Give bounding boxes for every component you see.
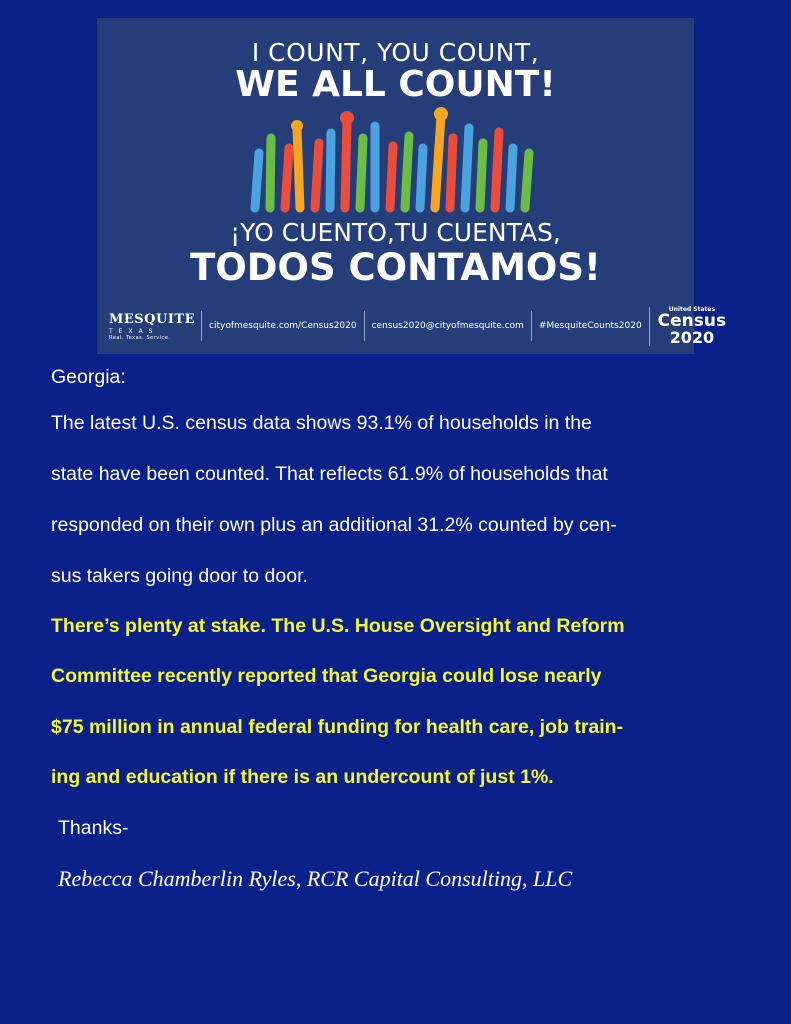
census-logo-word: Census	[657, 310, 727, 331]
thanks-text: Thanks-	[58, 817, 129, 839]
signature: Rebecca Chamberlin Ryles, RCR Capital Consulting, LLC	[58, 866, 573, 891]
census-banner-image	[97, 18, 727, 354]
logo-state: TEXAS	[109, 327, 159, 335]
raised-hands-icon	[245, 108, 545, 208]
highlight-line-4: ing and education if there is an undercount of just 1%.	[51, 766, 554, 788]
footer-website: cityofmesquite.com/Census2020	[201, 311, 364, 341]
banner-line-4: TODOS CONTAMOS!	[190, 246, 601, 289]
highlight-line-3: $75 million in annual federal funding for health care, job train-	[51, 716, 624, 738]
mesquite-logo	[97, 312, 201, 341]
census-logo-top: United States	[668, 305, 716, 313]
paragraph-line-4: sus takers going door to door.	[51, 565, 308, 587]
paragraph-line-1: The latest U.S. census data shows 93.1% of households in the	[51, 412, 592, 434]
census-2020-logo	[649, 307, 726, 346]
paragraph-line-2: state have been counted. That reflects 61.9% of households that	[51, 463, 608, 485]
highlight-line-1: There’s plenty at stake. The U.S. House Oversight and Reform	[51, 615, 625, 637]
logo-tagline: Real. Texas. Service.	[109, 334, 171, 341]
logo-name: MESQUITE	[109, 311, 196, 327]
banner-line-1: I COUNT, YOU COUNT,	[251, 38, 540, 67]
highlight-line-2: Committee recently reported that Georgia could lose nearly	[51, 665, 602, 687]
state-heading: Georgia:	[51, 366, 126, 388]
banner-footer	[97, 298, 727, 354]
banner-line-3: ¡YO CUENTO,TU CUENTAS,	[230, 218, 561, 247]
banner-line-2: WE ALL COUNT!	[235, 64, 556, 105]
footer-hashtag: #MesquiteCounts2020	[531, 311, 649, 341]
footer-email: census2020@cityofmesquite.com	[364, 311, 531, 341]
census-logo-year: 2020	[669, 327, 715, 347]
paragraph-line-3: responded on their own plus an additional 31.2% counted by cen-	[51, 514, 617, 536]
